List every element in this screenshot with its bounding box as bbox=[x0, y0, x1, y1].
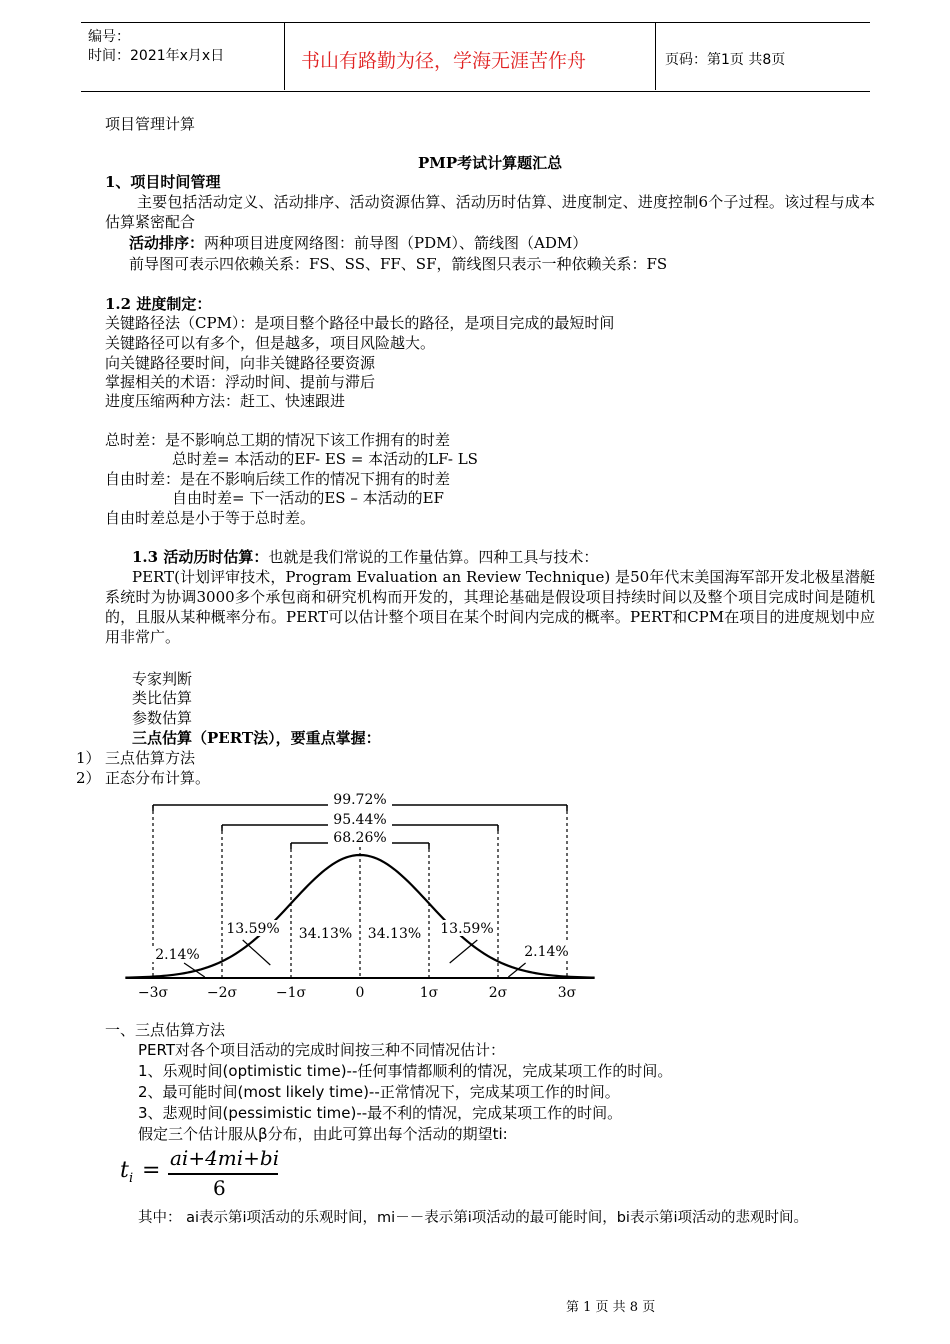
band-label: 2.14% bbox=[155, 947, 200, 963]
section-title: 1.2 进度制定： bbox=[105, 295, 212, 313]
page-heading: PMP考试计算题汇总 bbox=[418, 154, 563, 172]
three-point-heading: 一、三点估算方法 bbox=[105, 1021, 226, 1039]
header-divider bbox=[655, 22, 656, 90]
estimate-item: 2、最可能时间(most likely time)--正常情况下，完成某项工作的时间。 bbox=[138, 1083, 620, 1101]
tool-item: 类比估算 bbox=[132, 689, 193, 707]
fraction-bar bbox=[168, 1173, 278, 1175]
band-label: 34.13% bbox=[298, 926, 353, 942]
band-label: 13.59% bbox=[440, 921, 494, 937]
three-point-title: 三点估算（PERT法），要重点掌握： bbox=[132, 729, 381, 747]
estimate-item: 1、乐观时间(optimistic time)--任何事情都顺利的情况，完成某项工作的时间。 bbox=[138, 1062, 673, 1080]
text-line: 关键路径法（CPM）：是项目整个路径中最长的路径，是项目完成的最短时间 bbox=[105, 314, 615, 332]
range-label: 99.72% bbox=[333, 792, 387, 808]
text-line: 掌握相关的术语：浮动时间、提前与滞后 bbox=[105, 373, 376, 391]
list-item: 三点估算方法 bbox=[105, 749, 196, 767]
time-label: 时间：2021年x月x日 bbox=[88, 48, 225, 64]
doc-title: 项目管理计算 bbox=[105, 115, 196, 133]
header-divider bbox=[284, 22, 285, 90]
where-text: 其中： ai表示第i项活动的乐观时间，mi－－表示第i项活动的最可能时间，bi表示第i项活动的悲观时间。 bbox=[138, 1210, 808, 1226]
formula-denominator: 6 bbox=[213, 1176, 226, 1200]
section-13-rest: 也就是我们常说的工作量估算。四种工具与技术： bbox=[268, 548, 599, 566]
header-slogan: 书山有路勤为径，学海无涯苦作舟 bbox=[301, 50, 587, 72]
x-tick-label: 3σ bbox=[557, 985, 577, 1001]
band-label: 13.59% bbox=[226, 921, 280, 937]
free-float-note: 自由时差总是小于等于总时差。 bbox=[105, 509, 316, 527]
text-line: 向关键路径要时间，向非关键路径要资源 bbox=[105, 354, 376, 372]
estimate-item: 3、悲观时间(pessimistic time)--最不利的情况，完成某项工作的时间。 bbox=[138, 1104, 623, 1122]
formula-lhs: t bbox=[120, 1158, 129, 1183]
serial-label: 编号： bbox=[88, 29, 130, 45]
pointer-arrow bbox=[243, 940, 271, 965]
formula-numerator: ai+4mi+bi bbox=[170, 1146, 280, 1170]
x-tick-label: −2σ bbox=[206, 985, 238, 1001]
normal-distribution-chart bbox=[115, 785, 595, 1005]
range-label: 95.44% bbox=[333, 812, 387, 828]
sequencing-line bbox=[129, 233, 587, 253]
text-line: 关键路径可以有多个，但是越多，项目风险越大。 bbox=[105, 334, 436, 352]
section-title: 1.3 活动历时估算： bbox=[132, 548, 269, 566]
free-float-definition: 自由时差：是在不影响后续工作的情况下拥有的时差 bbox=[105, 470, 451, 488]
x-tick-label: 0 bbox=[355, 985, 365, 1001]
x-tick-label: 2σ bbox=[488, 985, 508, 1001]
band-label: 34.13% bbox=[367, 926, 422, 942]
formula-equals: = bbox=[142, 1158, 161, 1183]
page-code: 页码：第1页 共8页 bbox=[665, 52, 786, 68]
x-tick-label: −3σ bbox=[137, 985, 169, 1001]
range-label: 68.26% bbox=[333, 830, 387, 846]
sequencing-label: 活动排序： bbox=[129, 234, 205, 252]
text-line: 进度压缩两种方法：赶工、快速跟进 bbox=[105, 392, 346, 410]
page-footer: 第 1 页 共 8 页 bbox=[566, 1300, 656, 1315]
tool-item: 参数估算 bbox=[132, 709, 193, 727]
beta-text: 假定三个估计服从β分布，由此可算出每个活动的期望ti: bbox=[138, 1125, 508, 1143]
list-number: 1） bbox=[76, 749, 101, 767]
tool-item: 专家判断 bbox=[132, 670, 193, 688]
dependency-line: 前导图可表示四依赖关系：FS、SS、FF、SF，箭线图只表示一种依赖关系：FS bbox=[129, 255, 668, 273]
section-paragraph: 主要包括活动定义、活动排序、活动资源估算、活动历时估算、进度制定、进度控制6个子过程。该过程与成本估算紧密配合 bbox=[105, 193, 875, 231]
total-float-definition: 总时差：是不影响总工期的情况下该工作拥有的时差 bbox=[105, 431, 451, 449]
free-float-formula: 自由时差= 下一活动的ES – 本活动的EF bbox=[172, 489, 444, 507]
three-point-intro: PERT对各个项目活动的完成时间按三种不同情况估计： bbox=[138, 1041, 506, 1059]
formula-subscript: i bbox=[129, 1171, 134, 1186]
section-13-line bbox=[132, 547, 598, 567]
list-item: 正态分布计算。 bbox=[105, 769, 211, 787]
list-number: 2） bbox=[76, 769, 101, 787]
band-label: 2.14% bbox=[524, 944, 569, 960]
section-title: 1、项目时间管理 bbox=[105, 173, 221, 191]
total-float-formula: 总时差= 本活动的EF- ES = 本活动的LF- LS bbox=[172, 450, 478, 468]
x-tick-label: 1σ bbox=[419, 985, 439, 1001]
x-tick-label: −1σ bbox=[275, 985, 307, 1001]
pert-paragraph: PERT(计划评审技术，Program Evaluation an Review Technique) 是50年代末美国海军部开发北极星潜艇系统时为协调3000多个承包商和研究机构而开发的，其理论基础是假设项目持续时间以及整个项目完成时间是随机的，且服从某种概率分布。PERT可以估计整个项目在某个时间内完成的概率。PERT和CPM在项目的进度规划中应用非常广。 bbox=[105, 568, 875, 646]
pointer-arrow bbox=[450, 940, 478, 963]
sequencing-text: 两种项目进度网络图：前导图（PDM）、箭线图（ADM） bbox=[204, 234, 588, 252]
pert-formula bbox=[118, 1146, 288, 1202]
